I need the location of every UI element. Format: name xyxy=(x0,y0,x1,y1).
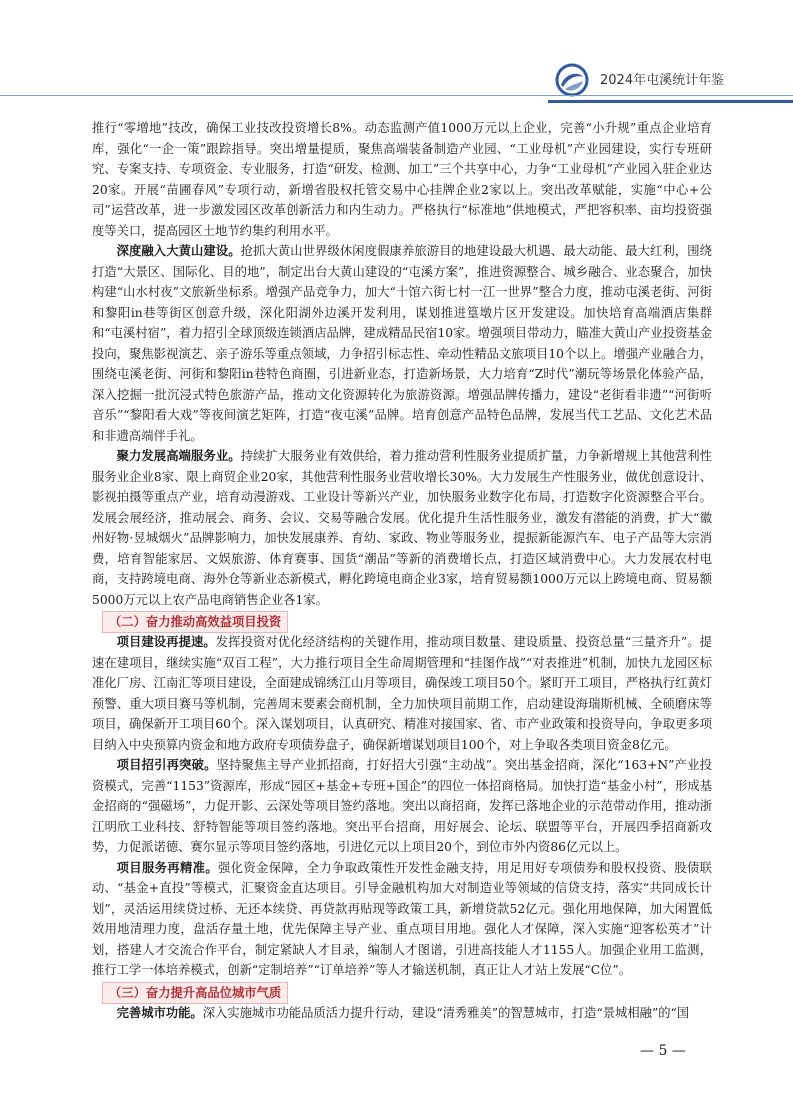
section-heading: （二）奋力推动高效益项目投资 xyxy=(102,611,288,633)
paragraph: 项目建设再提速。发挥投资对优化经济结构的关键作用，推动项目数量、建设质量、投资总量“三量齐升”。提速在建项目，继续实施“双百工程”，大力推行项目全生命周期管理和“挂图作战”“对表推进”机制，加快九龙园区标准化厂房、江南汇等项目建设，全面建成锦绣江山月等项目，确保竣工项目50个。紧盯开工项目，严格执行红黄灯预警、重大项目赛马等机制，完善周末要素会商机制，全力加快项目前期工作，启动建设海瑞斯机械、全硕磨床等项目，确保新开工项目60个。深入谋划项目，认真研究、精准对接国家、省、市产业政策和投资导向，争取更多项目纳入中央预算内资金和地方政府专项债券盘子，确保新增谋划项目100个，对上争取各类项目资金8亿元。 xyxy=(92,635,712,752)
paragraph: 完善城市功能。深入实施城市功能品质活力提升行动，建设“清秀雅美”的智慧城市，打造“景城相融”的“国 xyxy=(116,1005,690,1020)
page-header xyxy=(0,55,793,105)
page-number: — 5 — xyxy=(640,1043,686,1059)
yearbook-title: 2024年屯溪统计年鉴 xyxy=(600,73,725,88)
section-heading: （三）奋力提升高品位城市气质 xyxy=(102,982,288,1004)
paragraph: 项目服务再精准。强化资金保障，全力争取政策性开发性金融支持，用足用好专项债券和股权投资、股债联动、“基金+直投”等模式，汇聚资金直达项目。引导金融机构加大对制造业等领域的信贷支持，落实“共同成长计划”，灵活运用续贷过桥、无还本续贷、再贷款再贴现等政策工具，新增贷款52亿元。强化用地保障，加大闲置低效用地清理力度，盘活存量土地，优先保障主导产业、重点项目用地。强化人才保障，深入实施“迎客松英才”计划，搭建人才交流合作平台，制定紧缺人才目录，编制人才图谱，引进高技能人才1155人。加强企业用工监测，推行工学一体培养模式，创新“定制培养”“订单培养”等人才输送机制，真正让人才站上发展“C位”。 xyxy=(92,860,712,977)
swirl-logo-icon xyxy=(555,63,589,97)
paragraph: 聚力发展高端服务业。持续扩大服务业有效供给，着力推动营利性服务业提质扩量，力争新增规上其他营利性服务业企业8家、限上商贸企业20家，其他营利性服务业营收增长30%。大力发展生产性服务业，做优创意设计、影视拍摄等重点产业，培育动漫游戏、工业设计等新兴产业，加快服务业数字化布局，打造数字化资源整合平台。发展会展经济，推动展会、商务、会议、交易等融合发展。优化提升生活性服务业，激发有潜能的消费，扩大“徽州好物·昱城烟火”品牌影响力，加快发展康养、育幼、家政、物业等服务业，提振新能源汽车、电子产品等大宗消费，培育智能家居、文娱旅游、体育赛事、国货“潮品”等新的消费增长点，打造区域消费中心。大力发展农村电商，支持跨境电商、海外仓等新业态新模式，孵化跨境电商企业3家，培育贸易额1000万元以上跨境电商、贸易额5000万元以上农产品电商销售企业各1家。 xyxy=(92,449,712,607)
paragraph: 项目招引再突破。坚持聚焦主导产业抓招商，打好招大引强“主动战”。突出基金招商，深化“163+N”产业投资模式，完善“1153”资源库，形成“园区+基金+专班+国企”的四位一体招商格局。加快打造“基金小村”，形成基金招商的“强磁场”，力促开影、云深处等项目签约落地。突出以商招商，发挥已落地企业的示范带动作用，推动浙江明欣工业科技、舒特智能等项目签约落地。突出平台招商，用好展会、论坛、联盟等平台，开展四季招商新攻势，力促派诺德、赛尔显示等项目签约落地，引进亿元以上项目20个，到位市外内资86亿元以上。 xyxy=(92,758,712,854)
paragraph: 深度融入大黄山建设。抢抓大黄山世界级休闲度假康养旅游目的地建设最大机遇、最大动能、最大红利，围绕打造“大景区、国际化、目的地”，制定出台大黄山建设的“屯溪方案”，推进资源整合、城乡融合、业态聚合，加快构建“山水村夜”文旅新坐标系。增强产品竞争力，加大“十馆六街七村一江一世界”整合力度，推动屯溪老街、河街和黎阳in巷等街区创意升级，深化阳湖外边溪开发利用，谋划推进篁墩片区开发建设。加快培育高端酒店集群和“屯溪村宿”，着力招引全球顶级连锁酒店品牌，建成精品民宿10家。增强项目带动力，瞄准大黄山产业投资基金投向，聚焦影视演艺、亲子游乐等重点领域，力争招引标志性、牵动性精品文旅项目10个以上。增强产业融合力，围绕屯溪老街、河街和黎阳in巷特色商圈，引进新业态，打造新场景，大力培育“Z时代”潮玩等场景化体验产品，深入挖掘一批沉浸式特色旅游产品，推动文化资源转化为旅游资源。增强品牌传播力，建设“老街看非遗”“河街听音乐”“黎阳看大戏”等夜间演艺矩阵，打造“夜屯溪”品牌。培育创意产品特色品牌，发展当代工艺品、文化艺术品和非遗高端伴手礼。 xyxy=(92,244,712,443)
header-band xyxy=(548,100,793,103)
body-text xyxy=(92,118,712,1023)
header-rule xyxy=(0,95,793,96)
paragraph: 推行“零增地”技改，确保工业技改投资增长8%。动态监测产值1000万元以上企业，完善“小升规”重点企业培育库，强化“一企一策”跟踪指导。突出增量提质，聚焦高端装备制造产业园、“工业母机”产业园建设，实行专班研究、专案支持、专项资金、专业服务，打造“研发、检测、加工”三个共享中心，力争“工业母机”产业园入驻企业达20家。开展“苗圃春风”专项行动，新增省股权托管交易中心挂牌企业2家以上。突出改革赋能，实施“中心+公司”运营改革，进一步激发园区改革创新活力和内生动力。严格执行“标准地”供地模式，严把容积率、亩均投资强度等关口，提高园区土地节约集约利用水平。 xyxy=(92,121,712,238)
